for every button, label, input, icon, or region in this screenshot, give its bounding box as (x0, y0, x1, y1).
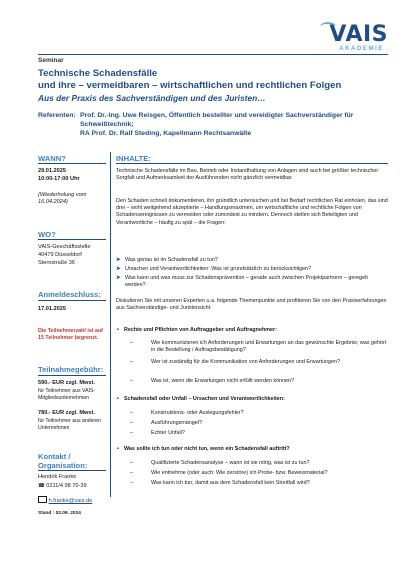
page-title (38, 68, 388, 92)
wann-rule (38, 163, 106, 164)
seminar-label: Seminar (38, 57, 64, 64)
experts-paragraph: Diskutieren Sie mit unseren Experten u.a. folgende Themenpunkte und profitieren Sie von den Praxiserfahrungen aus Sachverständige- und Juristensicht: (116, 298, 387, 312)
contact-phone: 0211/4 98 70-39 (46, 483, 87, 489)
section-item: – Ausführungsmängel? (130, 420, 202, 426)
stand-date: Stand : 02.09. 2024 (38, 511, 81, 516)
inhalte-rule (116, 163, 388, 164)
section-item: – Qualifizierte Schadensanalyse – wann ist sie nötig, was ist zu tun? (130, 460, 310, 466)
wo-rule (38, 239, 106, 240)
fee-members-desc: für Teilnehmer aus VAIS-Mitgliedsunternehmen (38, 388, 96, 402)
venue-street: Sternstraße 36 (38, 260, 75, 266)
contact-rule (38, 470, 106, 471)
arrow-icon: ➤ (116, 275, 121, 281)
bullet-icon: • (117, 327, 119, 333)
column-divider (110, 152, 111, 497)
vais-logo (306, 22, 388, 52)
event-date: 29.01.2025 (38, 168, 66, 174)
deadline-heading: Anmeldeschluss: (38, 290, 101, 299)
section-item: – Was ist, wenn die Erwartungen nicht erfüllt werden können? (130, 378, 295, 384)
title-line-1: Technische Schadensfälle (38, 68, 158, 79)
section-item: – Konstruktions- oder Auslegungsfehler? (130, 410, 244, 416)
fee-rule (38, 375, 106, 376)
logo-word: VAIS (329, 22, 388, 47)
referents-label: Referenten: (38, 112, 76, 119)
section-heading: • Was sollte ich tun oder nicht tun, wenn ein Schadensfall auftritt? (117, 446, 290, 452)
section-item: – Echter Unfall? (130, 430, 185, 436)
question-item: ➤ Ursachen und Verantwortlichkeiten: Was ist grundsätzlich zu berücksichtigen? (116, 266, 312, 272)
section-heading: • Rechte und Pflichten von Auftraggeber und Auftragnehmer: (117, 327, 277, 333)
contact-email-row (38, 495, 110, 505)
logo-subtitle: AKADEMIE (339, 46, 384, 52)
title-line-2: und ihre – vermeidbaren – wirtschaftlichen und rechtlichen Folgen (38, 80, 342, 91)
referents-list (80, 112, 390, 138)
participant-limit-note: Die Teilnehmerzahl ist auf 15 Teilnehmer begrenzt. (38, 328, 103, 341)
bullet-icon: • (117, 396, 119, 402)
fee-others-desc: für Teilnehmer aus anderen Unternehmen (38, 418, 102, 432)
contact-phone-row (38, 483, 110, 490)
contact-name: Hendrik Franke (38, 474, 77, 480)
fee-others-price: 780.- EUR zzgl. Mwst. (38, 410, 95, 416)
fee-heading: Teilnahmegebühr: (38, 365, 104, 374)
event-repeat-note: (Wiederholung vom 16.04.2024) (38, 192, 87, 206)
section-item: – Wie kommunizieren ich Anforderungen und Erwartungen an das gewünschte Ergebnis; was gehört in die Bestellung / Auftragsbestätigung? (130, 340, 387, 354)
wo-heading: WO? (38, 230, 56, 239)
wann-heading: WANN? (38, 154, 66, 163)
logo-swoosh-icon (320, 22, 336, 31)
venue-name: VAIS-Geschäftsstelle (38, 244, 91, 250)
section-item: – Wer ist zuständig für die Kommunikation von Anforderungen und Erwartungen? (130, 359, 340, 365)
deadline-rule (38, 300, 106, 301)
venue-city: 40479 Düsseldorf (38, 252, 82, 258)
fee-members-price: 590.- EUR zzgl. Mwst. (38, 380, 95, 386)
deadline-date: 17.01.2025 (38, 306, 66, 312)
event-time: 10:00-17:00 Uhr (38, 176, 80, 182)
arrow-icon: ➤ (116, 257, 121, 263)
header-rule (38, 54, 388, 55)
contact-heading: Kontakt / Organisation: (38, 452, 88, 470)
envelope-icon (38, 496, 47, 503)
intro-paragraph: Technische Schadensfälle im Bau, Betrieb oder Instandhaltung von Anlagen sind auch bei größter technischer Sorgfalt und Aufmerksamkeit der Ausführenden nicht gänzlich vermeidbar. (116, 168, 379, 182)
phone-icon: ☎ (38, 483, 45, 489)
referent-line: Prof. Dr.-Ing. Uwe Reisgen, Öffentlich bestellter und vereidigter Sachverständiger für (80, 112, 354, 119)
page-subtitle: Aus der Praxis des Sachverständigen und des Juristen… (38, 93, 266, 103)
arrow-icon: ➤ (116, 266, 121, 272)
referent-line: RA Prof. Dr. Ralf Steding, Kapellmann Rechtsanwälte (80, 129, 252, 137)
inhalte-heading: INHALTE: (116, 154, 151, 163)
referent-line: Schweißtechnik; (80, 120, 134, 128)
question-item: ➤ Was genau ist im Schadensfall zu tun? (116, 257, 218, 263)
contact-email-link[interactable]: h.franke@vais.de (48, 498, 93, 504)
section-item: – Was kann ich tun, damit aus dem Schadensfall kein Streitfall wird? (130, 480, 310, 486)
context-paragraph: Den Schaden schnell dokumentieren, ihn gründlich untersuchen und bei Bedarf rechtlichen Rat einholen, das sind drei – wohl weitgehend akzeptierte – Handlungsmaximen, um wirtschaftliche und rechtliche Folgen von Schadensereignissen zu vermeiden oder zumindest zu mindern. Dennoch stellen sich Beteiligten und Verantwortliche – häufig zu spät – die Fragen: (116, 198, 388, 226)
section-item: – Wie entnehme (oder auch: Wie zerstöre) ich Probe- bzw. Beweismaterial? (130, 470, 328, 476)
bullet-icon: • (117, 446, 119, 452)
question-item: ➤ Was kann und was muss zur Schadensprävention – gerade auch zwischen Projektpartnern – geregelt werden? (116, 275, 368, 289)
section-heading: • Schadensfall oder Unfall – Ursachen und Verantwortlichkeiten: (117, 396, 285, 402)
